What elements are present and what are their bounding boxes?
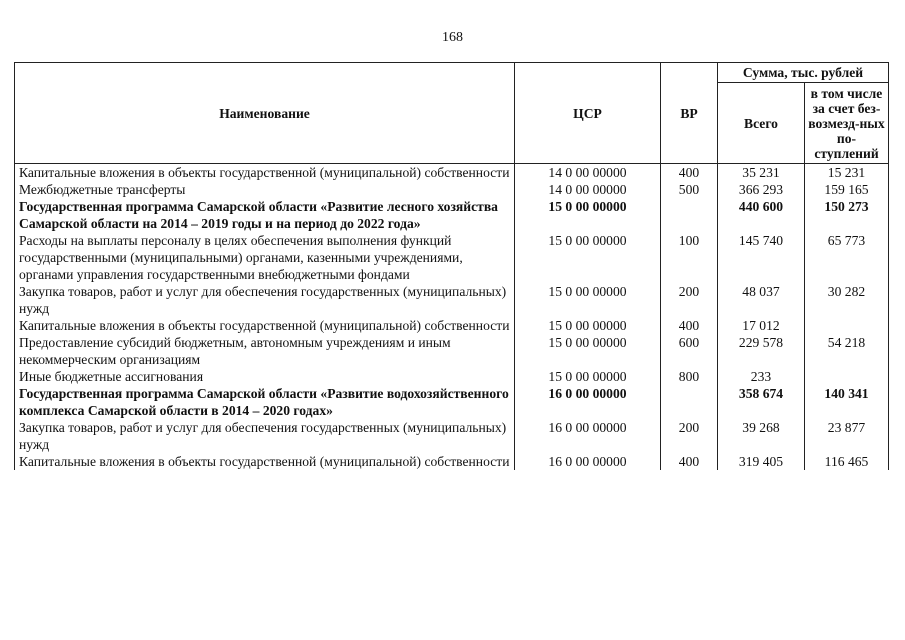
cell-csr: 15 0 00 00000 <box>515 368 661 385</box>
cell-gratuitous: 65 773 <box>805 232 889 283</box>
header-csr: ЦСР <box>515 63 661 164</box>
cell-gratuitous: 116 465 <box>805 453 889 470</box>
cell-vr: 400 <box>661 164 718 182</box>
table-row <box>15 283 889 317</box>
header-vr: ВР <box>661 63 718 164</box>
cell-vr <box>661 198 718 232</box>
header-name: Наименование <box>15 63 515 164</box>
cell-name: Иные бюджетные ассигнования <box>15 368 515 385</box>
cell-vr: 200 <box>661 419 718 453</box>
cell-total: 48 037 <box>718 283 805 317</box>
cell-vr: 400 <box>661 453 718 470</box>
header-sum-group: Сумма, тыс. рублей <box>718 63 889 83</box>
cell-gratuitous: 23 877 <box>805 419 889 453</box>
cell-name: Государственная программа Самарской области «Развитие лесного хозяйства Самарской области на 2014 – 2019 годы и на период до 2022 года» <box>15 198 515 232</box>
table-row <box>15 419 889 453</box>
cell-name: Расходы на выплаты персоналу в целях обеспечения выполнения функций государственными (муниципальными) органами, казенными учреждениями, органами управления государственными внебюджетными фондами <box>15 232 515 283</box>
cell-csr: 16 0 00 00000 <box>515 453 661 470</box>
cell-total: 233 <box>718 368 805 385</box>
cell-name: Закупка товаров, работ и услуг для обеспечения государственных (муниципальных) нужд <box>15 419 515 453</box>
cell-gratuitous <box>805 368 889 385</box>
cell-vr: 800 <box>661 368 718 385</box>
program-row <box>15 198 889 232</box>
cell-name: Капитальные вложения в объекты государственной (муниципальной) собственности <box>15 453 515 470</box>
table-row <box>15 317 889 334</box>
cell-gratuitous: 54 218 <box>805 334 889 368</box>
cell-total: 440 600 <box>718 198 805 232</box>
cell-total: 229 578 <box>718 334 805 368</box>
cell-vr: 200 <box>661 283 718 317</box>
header-total: Всего <box>718 83 805 164</box>
cell-gratuitous: 150 273 <box>805 198 889 232</box>
cell-csr: 15 0 00 00000 <box>515 198 661 232</box>
cell-vr: 100 <box>661 232 718 283</box>
cell-csr: 15 0 00 00000 <box>515 334 661 368</box>
cell-name: Закупка товаров, работ и услуг для обеспечения государственных (муниципальных) нужд <box>15 283 515 317</box>
cell-gratuitous: 140 341 <box>805 385 889 419</box>
cell-total: 17 012 <box>718 317 805 334</box>
cell-vr: 500 <box>661 181 718 198</box>
cell-name: Межбюджетные трансферты <box>15 181 515 198</box>
cell-name: Предоставление субсидий бюджетным, автономным учреждениям и иным некоммерческим организациям <box>15 334 515 368</box>
cell-total: 35 231 <box>718 164 805 182</box>
cell-csr: 15 0 00 00000 <box>515 283 661 317</box>
table-row <box>15 368 889 385</box>
cell-name: Государственная программа Самарской области «Развитие водохозяйственного комплекса Самарской области в 2014 – 2020 годах» <box>15 385 515 419</box>
budget-table <box>14 62 889 470</box>
table-row <box>15 334 889 368</box>
cell-name: Капитальные вложения в объекты государственной (муниципальной) собственности <box>15 164 515 182</box>
table-header <box>15 63 889 164</box>
page-number: 168 <box>442 30 463 45</box>
cell-csr: 16 0 00 00000 <box>515 419 661 453</box>
table-row <box>15 453 889 470</box>
cell-name: Капитальные вложения в объекты государственной (муниципальной) собственности <box>15 317 515 334</box>
program-row <box>15 385 889 419</box>
cell-csr: 15 0 00 00000 <box>515 232 661 283</box>
cell-total: 366 293 <box>718 181 805 198</box>
cell-csr: 15 0 00 00000 <box>515 317 661 334</box>
table-row <box>15 181 889 198</box>
cell-total: 39 268 <box>718 419 805 453</box>
cell-csr: 14 0 00 00000 <box>515 181 661 198</box>
cell-gratuitous <box>805 317 889 334</box>
cell-gratuitous: 159 165 <box>805 181 889 198</box>
table-row <box>15 164 889 182</box>
cell-vr <box>661 385 718 419</box>
cell-total: 145 740 <box>718 232 805 283</box>
cell-csr: 16 0 00 00000 <box>515 385 661 419</box>
cell-vr: 600 <box>661 334 718 368</box>
cell-csr: 14 0 00 00000 <box>515 164 661 182</box>
cell-gratuitous: 15 231 <box>805 164 889 182</box>
table-body <box>15 164 889 471</box>
cell-total: 319 405 <box>718 453 805 470</box>
cell-total: 358 674 <box>718 385 805 419</box>
table-row <box>15 232 889 283</box>
cell-vr: 400 <box>661 317 718 334</box>
cell-gratuitous: 30 282 <box>805 283 889 317</box>
header-gratuitous: в том числе за счет без-возмезд-ных по-ступлений <box>805 83 889 164</box>
